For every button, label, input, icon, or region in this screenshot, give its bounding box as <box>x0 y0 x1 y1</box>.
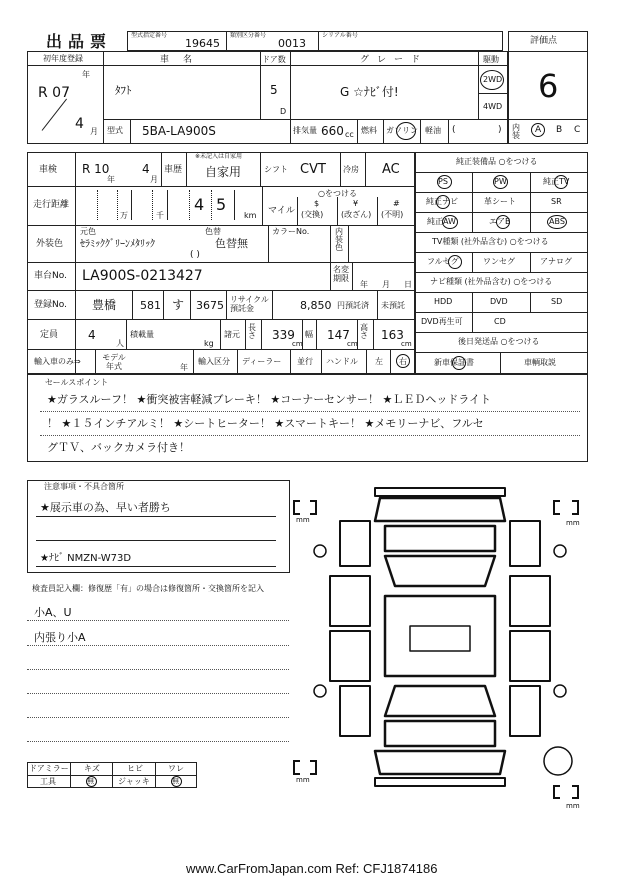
shaken-year-unit: 年 <box>107 175 115 184</box>
change-day-unit: 日 <box>404 280 412 289</box>
height: 163 <box>381 328 404 342</box>
recycle-unit: 円預託済 <box>337 301 369 310</box>
width-unit: cm <box>347 340 358 348</box>
docs-title: 後日発送品 ○をつける <box>458 337 540 346</box>
repaint-label: 色替 <box>205 227 221 236</box>
genuine-title: 純正装備品 ○をつける <box>456 157 538 166</box>
sales-line-3: グＴＶ、バックカメラ付き！ <box>47 441 190 454</box>
capacity-label: 定員 <box>40 330 59 340</box>
ac: AC <box>382 162 400 177</box>
length-label: 長さ <box>248 323 256 340</box>
inspector-label: 検査員記入欄：修復歴「有」の場合は修復箇所・交換箇所を記入 <box>32 584 264 593</box>
option-airbag: エアB <box>489 217 511 226</box>
mm-front-left: mm <box>296 516 310 524</box>
inspector-line-1: 小A、U <box>34 606 72 619</box>
shift-label: シフト <box>264 165 288 174</box>
eval-label: 評価点 <box>530 36 558 46</box>
type-number-label: 型式指定番号 <box>131 32 168 39</box>
import-label: 輸入車のみ⇒ <box>34 357 81 366</box>
unknown-label: (不明) <box>381 210 404 219</box>
reg-number: 3675 <box>196 299 224 312</box>
chassis-number: LA900S-0213427 <box>82 268 203 284</box>
door-label: ドア数 <box>262 55 286 64</box>
history: 自家用 <box>205 165 242 179</box>
option-aw: 純正AW <box>427 217 456 226</box>
notes-line-2: ★ﾅﾋﾞ NMZN-W73D <box>40 553 132 564</box>
tv-fullseg: フルセグ <box>427 257 459 266</box>
car-damage-diagram <box>290 476 590 816</box>
interior-label: 内装 <box>512 123 520 140</box>
fuel-diesel: 軽油 <box>425 126 441 135</box>
grade: G ☆ﾅﾋﾞ付! <box>340 85 399 99</box>
class-number: 0013 <box>278 37 306 50</box>
height-unit: cm <box>401 340 412 348</box>
exchange-label: (交換) <box>301 210 324 219</box>
type-number: 19645 <box>185 37 220 50</box>
name-change-label: 名変期限 <box>333 265 349 283</box>
capacity-unit: 人 <box>116 339 124 348</box>
inspector-line-2: 内張り小A <box>34 631 86 644</box>
parts-scratch: キズ <box>84 764 100 773</box>
import-parallel: 並行 <box>297 357 313 366</box>
class-number-label: 類別区分番号 <box>230 32 267 39</box>
first-reg-year: R 07 <box>38 85 70 101</box>
handle-label: ハンドル <box>326 357 358 366</box>
interior-color-label: 内装色 <box>335 227 343 252</box>
dims-label: 諸元 <box>224 330 240 339</box>
mileage-digit-1: 4 <box>194 195 205 214</box>
doc-warranty: 新車保証書 <box>434 358 474 367</box>
option-pw: PW <box>494 177 507 186</box>
navi-sd: SD <box>551 297 563 306</box>
parts-tool: 工具 <box>40 777 56 786</box>
length-unit: cm <box>292 340 303 348</box>
sales-line-2: ！ ★１５インチアルミ！ ★シートヒーター！ ★スマートキー！ ★メモリーナビ、フルセ <box>47 417 484 430</box>
history-note: ※未記入は自家用 <box>195 153 243 160</box>
displacement-label: 排気量 <box>293 126 317 135</box>
eval-score: 6 <box>538 67 559 105</box>
fuel-paren-close: ) <box>498 125 502 135</box>
color-no-label: カラーNo. <box>272 227 310 236</box>
yen-sign: ¥ <box>353 199 359 208</box>
navi-dvd: DVD <box>490 297 508 306</box>
height-label: 高さ <box>360 323 368 340</box>
model-year-unit: 年 <box>180 363 188 372</box>
width-label: 幅 <box>305 330 313 339</box>
model-year-label: モデル年式 <box>102 353 126 371</box>
repaint-paren: ( ) <box>190 250 200 260</box>
model-code: 5BA-LA900S <box>142 124 216 138</box>
chassis-label: 車台No. <box>34 271 67 281</box>
reg-class: 581 <box>140 299 161 312</box>
orig-color: ｾﾗﾐｯｸｸﾞﾘｰﾝﾒﾀﾘｯｸ <box>80 239 155 250</box>
parts-mirror: ドアミラー <box>29 764 69 773</box>
mileage-circle-note: ○をつける <box>318 189 357 198</box>
interior-c: C <box>574 125 581 135</box>
grade-label: グレード <box>360 55 429 65</box>
first-reg-label: 初年度登録 <box>43 54 83 63</box>
header-id-box <box>127 31 503 51</box>
doc-manual: 車輌取説 <box>524 358 556 367</box>
option-tv: 純正TV <box>543 177 570 186</box>
orig-color-label: 元色 <box>80 227 96 236</box>
shaken-month: 4 <box>142 162 150 176</box>
option-ps: PS <box>438 177 448 186</box>
handle-left: 左 <box>375 357 383 366</box>
option-abs: ABS <box>549 217 565 226</box>
handle-right: 右 <box>399 357 407 366</box>
reg-area: 豊橋 <box>92 298 117 312</box>
displacement: 660 <box>321 124 344 138</box>
load-unit: kg <box>204 339 214 348</box>
model-label: 型式 <box>107 126 123 135</box>
capacity: 4 <box>88 328 96 342</box>
navi-cd: CD <box>494 317 506 326</box>
import-class-label: 輸入区分 <box>198 357 230 366</box>
drive-label: 駆動 <box>483 55 499 64</box>
repaint: 色替無 <box>215 237 248 250</box>
change-year-unit: 年 <box>360 280 368 289</box>
car-name: ﾀﾌﾄ <box>115 84 132 97</box>
drive-4wd: 4WD <box>483 102 503 111</box>
shaken-label: 車検 <box>39 165 58 175</box>
history-label: 車歴 <box>164 165 183 175</box>
color-label: 外装色 <box>36 239 64 249</box>
fuel-label: 燃料 <box>361 126 377 135</box>
option-leather: 革シート <box>484 197 516 206</box>
tv-title: TV種類 (社外品含む) ○をつける <box>432 237 549 246</box>
recycle-label: リサイクル預託金 <box>230 295 269 313</box>
hash-sign: # <box>393 199 400 208</box>
sales-line-1: ★ガラスルーフ！ ★衝突被害軽減ブレーキ！ ★コーナーセンサー！ ★ＬＥＤヘッドライト <box>47 393 492 406</box>
recycle-none: 未預託 <box>381 301 405 310</box>
month-unit: 月 <box>90 127 98 136</box>
mm-rear-right: mm <box>566 802 580 810</box>
width: 147 <box>327 328 350 342</box>
dollar-sign: $ <box>314 199 320 208</box>
door-count: 5 <box>270 83 278 97</box>
fuel-paren-open: ( <box>452 125 456 135</box>
door-unit: D <box>280 107 287 116</box>
shaken-month-unit: 月 <box>150 175 158 184</box>
notes-label: 注意事項・不具合箇所 <box>44 482 124 491</box>
mm-rear-left: mm <box>296 776 310 784</box>
length: 339 <box>272 328 295 342</box>
km-unit: km <box>244 211 257 220</box>
tv-oneseg: ワンセグ <box>483 257 515 266</box>
car-name-label: 車名 <box>160 55 207 65</box>
man-unit: 万 <box>120 211 128 220</box>
drive-2wd: 2WD <box>483 75 503 84</box>
parts-crack: ヒビ <box>127 764 143 773</box>
option-sr: SR <box>551 197 562 206</box>
ac-label: 冷房 <box>343 165 359 174</box>
parts-jack: ジャッキ <box>118 777 150 786</box>
load-label: 積載量 <box>130 330 154 339</box>
sen-unit: 千 <box>156 211 164 220</box>
mm-front-right: mm <box>566 519 580 527</box>
interior-a: A <box>535 125 542 135</box>
interior-b: B <box>556 125 563 135</box>
shift: CVT <box>300 162 326 177</box>
year-unit: 年 <box>82 70 90 79</box>
tampered-label: (改ざん) <box>341 210 372 219</box>
parts-jack-mark: 無 <box>172 777 179 785</box>
import-dealer: ディーラー <box>242 357 282 366</box>
cc-unit: cc <box>345 130 354 139</box>
mile-label: マイル <box>268 206 295 216</box>
mileage-digit-2: 5 <box>216 195 227 214</box>
parts-break: ワレ <box>168 764 184 773</box>
sales-label: セールスポイント <box>45 378 109 387</box>
reg-kana: す <box>172 298 185 312</box>
tv-analog: アナログ <box>540 257 572 266</box>
navi-hdd: HDD <box>434 297 453 306</box>
shaken-year: R 10 <box>82 162 110 176</box>
option-navi: 純正ナビ <box>426 197 458 206</box>
first-reg-month: 4 <box>75 116 84 132</box>
navi-dvd-play: DVD再生可 <box>421 317 463 326</box>
navi-title: ナビ種類 (社外品含む) ○をつける <box>430 277 553 286</box>
change-month-unit: 月 <box>382 280 390 289</box>
fuel-gasoline: ガソリン <box>386 126 418 135</box>
sheet-title: 出品票 <box>46 32 113 51</box>
parts-tool-mark: 無 <box>87 777 94 785</box>
reg-label: 登録No. <box>34 300 67 310</box>
notes-line-1: ★展示車の為、早い者勝ち <box>40 501 171 514</box>
recycle-amount: 8,850 <box>300 299 332 312</box>
serial-label: シリアル番号 <box>322 32 358 39</box>
mileage-label: 走行距離 <box>33 200 70 210</box>
footer-ref: www.CarFromJapan.com Ref: CFJ1874186 <box>186 861 438 876</box>
